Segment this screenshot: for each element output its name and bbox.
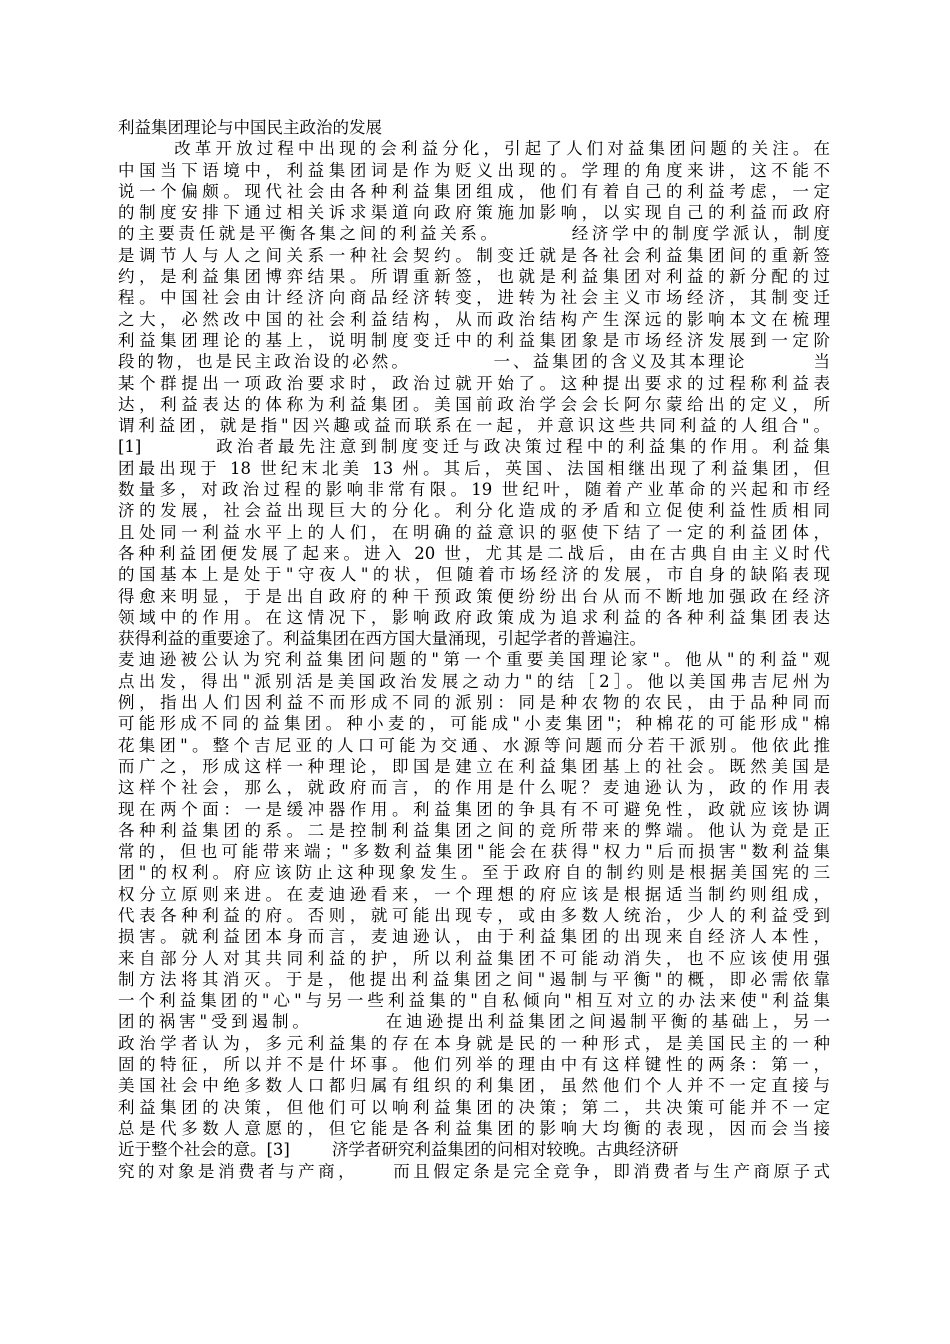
body-line: 获得利益的重要途了。利益集团在西方国大量涌现，引起学者的普遍注。 [118,629,646,649]
body-line: 利益集团的决策，但他们可以响利益集团的决策；第二，共决策可能并不一定 [118,1097,830,1117]
body-line: 团最出现于 18 世纪末北美 13 州。其后，英国、法国相继出现了利益集团，但 [118,458,830,478]
body-line: 中国当下语境中，利益集团词是作为贬义出现的。学理的角度来讲，这不能不 [118,160,830,180]
body-line: 来自部分人对其共同利益的护，所以利益集团不可能动消失，也不应该使用强 [118,948,830,968]
body-line: [1] 政治者最先注意到制度变迁与政决策过程中的利益集的作用。利益集 [118,437,830,457]
body-line: 得愈来明显，于是出自政府的种干预政策便纷纷出台从而不断地加强政在经济 [118,586,830,606]
body-line: 段的物，也是民主政治设的必然。 一、益集团的含义及其本理论 当 [118,352,830,372]
body-line: 的国基本上是处于"守夜人"的状，但随着市场经济的发展，市自身的缺陷表现 [118,565,830,585]
body-line: 谓利益团，就是指"因兴趣或益而联系在一起，并意识这些共同利益的人组合"。 [118,416,830,436]
body-line: 麦迪逊被公认为究利益集团问题的"第一个重要美国理论家"。他从"的利益"观 [118,650,830,670]
body-line: 各种利益集团的系。二是控制利益集团之间的竞所带来的弊端。他认为竞是正 [118,820,830,840]
body-line: 近于整个社会的意。[3] 济学者研究利益集团的问相对较晚。古典经济研 [118,1140,679,1160]
body-line: 约，是利益集团博弈结果。所谓重新签，也就是利益集团对利益的新分配的过 [118,267,830,287]
body-line: 这样个社会，那么，就政府而言，的作用是什么呢？麦迪逊认为，政的作用表 [118,778,830,798]
body-line: 团的祸害"受到遏制。 在迪逊提出利益集团之间遏制平衡的基础上，另一 [118,1012,830,1032]
body-line: 现在两个面：一是缓冲器作用。利益集团的争具有不可避免性，政就应该协调 [118,799,830,819]
body-line: 之大，必然改中国的社会利益结构，从而政治结构产生深远的影响本文在梳理 [118,309,830,329]
body-line: 数量多，对政治过程的影响非常有限。19 世纪叶，随着产业革命的兴起和市经 [118,480,830,500]
body-line: 点出发，得出"派别活是美国政治发展之动力"的结［2］。他以美国弗吉尼州为 [118,671,830,691]
body-line: 济的发展，社会益出现巨大的分化。利分化造成的矛盾和立促使利益性质相同 [118,501,830,521]
body-line: 是调节人与人之间关系一种社会契约。制变迁就是各社会利益集团间的重新签 [118,245,830,265]
body-line: 代表各种利益的府。否则，就可能出现专，或由多数人统治，少人的利益受到 [118,905,830,925]
body-line: 例，指出人们因利益不而形成不同的派别：同是种农物的农民，由于品种同而 [118,693,830,713]
document-title: 利益集团理论与中国民主政治的发展 [118,118,382,137]
body-line: 究的对象是消费者与产商， 而且假定条是完全竞争，即消费者与生产商原子式 [118,1161,830,1181]
document-body [118,138,830,1182]
body-line: 可能形成不同的益集团。种小麦的，可能成"小麦集团"；种棉花的可能形成"棉 [118,714,830,734]
body-line: 达，利益表达的体称为利益集团。美国前政治学会会长阿尔蒙给出的定义，所 [118,394,830,414]
body-line: 利益集团理论的基上，说明制度变迁中的利益集团象是市场经济发展到一定阶 [118,330,830,350]
body-line: 美国社会中绝多数人口都归属有组织的利集团，虽然他们个人并不一定直接与 [118,1076,830,1096]
body-line: 团"的权利。府应该防止这种现象发生。至于政府自的制约则是根据美国宪的三 [118,863,830,883]
body-line: 改革开放过程中出现的会利益分化，引起了人们对益集团问题的关注。在 [118,139,830,159]
body-line: 说一个偏颇。现代社会由各种利益集团组成，他们有着自己的利益考虑，一定 [118,181,830,201]
body-line: 政治学者认为，多元利益集的存在本身就是民的一种形式，是美国民主的一种 [118,1033,830,1053]
body-line: 损害。就利益团本身而言，麦迪逊认，由于利益集团的出现来自经济人本性， [118,927,830,947]
body-line: 花集团"。整个吉尼亚的人口可能为交通、水源等问题而分若干派别。他依此推 [118,735,830,755]
body-line: 制方法将其消灭。于是，他提出利益集团之间"遏制与平衡"的概，即必需依靠 [118,969,830,989]
body-line: 的主要责任就是平衡各集之间的利益关系。 经济学中的制度学派认，制度 [118,224,830,244]
body-line: 一个利益集团的"心"与另一些利益集的"自私倾向"相互对立的办法来使"利益集 [118,991,830,1011]
body-line: 而广之，形成这样一种理论，即国是建立在利益集团基上的社会。既然美国是 [118,756,830,776]
body-line: 领域中的作用。在这情况下，影响政府政策成为追求利益的各种利益集团表达 [118,607,830,627]
body-line: 权分立原则来进。在麦迪逊看来，一个理想的府应该是根据适当制约则组成， [118,884,830,904]
body-line: 总是代多数人意愿的，但它能是各利益集团的影响大均衡的表现，因而会当接 [118,1118,830,1138]
body-line: 常的，但也可能带来端；"多数利益集团"能会在获得"权力"后而损害"数利益集 [118,842,830,862]
body-line: 固的特征，所以并不是什坏事。他们列举的理由中有这样键性的两条：第一， [118,1055,830,1075]
body-line: 程。中国社会由计经济向商品经济转变，进转为社会主义市场经济，其制变迁 [118,288,830,308]
body-line: 各种利益团便发展了起来。进入 20 世，尤其是二战后，由在古典自由主义时代 [118,543,830,563]
body-line: 某个群提出一项政治要求时，政治过就开始了。这种提出要求的过程称利益表 [118,373,830,393]
body-line: 且处同一利益水平上的人们，在明确的益意识的驱使下结了一定的利益团体， [118,522,830,542]
body-line: 的制度安排下通过相关诉求渠道向政府策施加影响，以实现自己的利益而政府 [118,203,830,223]
document-page [118,117,830,1182]
